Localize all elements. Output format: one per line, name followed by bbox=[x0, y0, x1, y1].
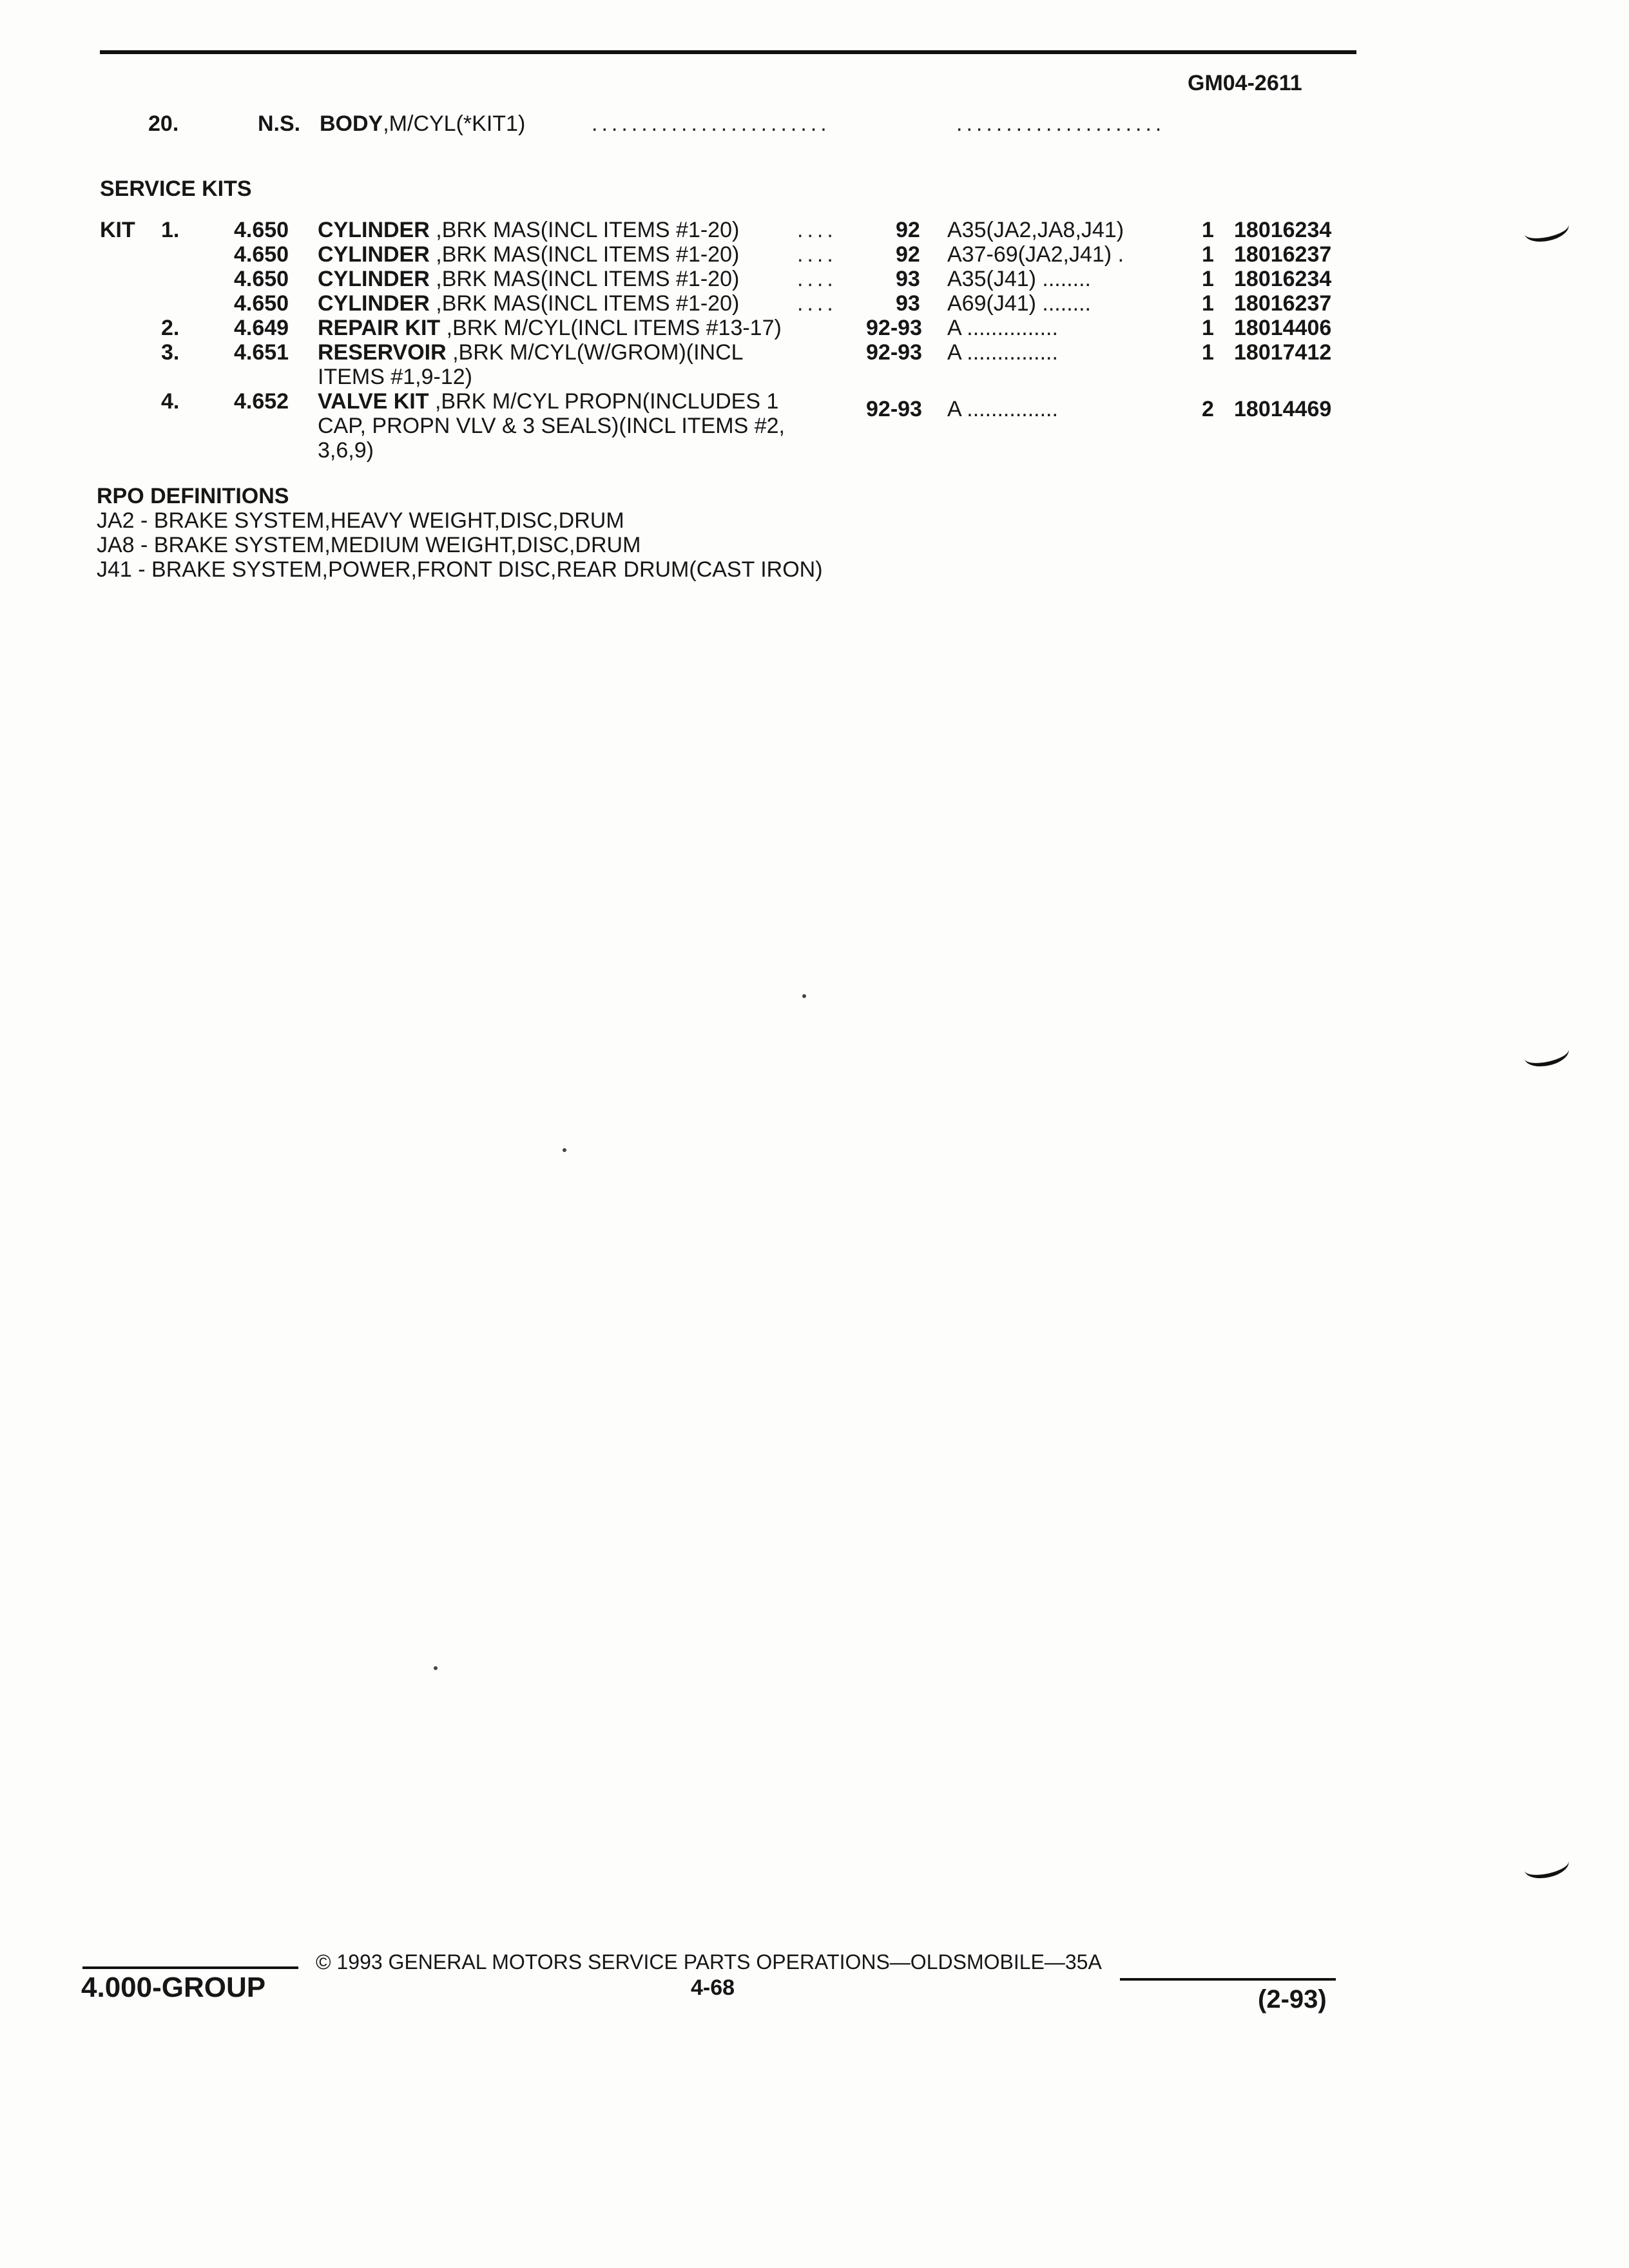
part-description bbox=[318, 340, 744, 365]
part-name: CYLINDER bbox=[318, 218, 430, 242]
quantity: 1 bbox=[1202, 242, 1214, 267]
quantity: 1 bbox=[1202, 267, 1214, 291]
kit-number: 1. bbox=[161, 218, 180, 242]
top-rule bbox=[100, 50, 1356, 54]
model-year: 92-93 bbox=[866, 340, 922, 365]
quantity: 1 bbox=[1202, 291, 1214, 316]
kit-label: KIT bbox=[100, 218, 135, 242]
illustration-number: 4.650 bbox=[234, 242, 289, 267]
model-usage: A35(JA2,JA8,J41) bbox=[947, 218, 1124, 242]
speck bbox=[563, 1148, 566, 1152]
part-desc: ,BRK MAS(INCL ITEMS #1-20) bbox=[436, 242, 740, 267]
item-number: 20. bbox=[148, 111, 179, 136]
part-number: 18014406 bbox=[1234, 316, 1332, 340]
part-description bbox=[318, 218, 739, 242]
part-number: 18016234 bbox=[1234, 267, 1332, 291]
part-name: CYLINDER bbox=[318, 242, 430, 267]
item-description bbox=[320, 111, 525, 136]
part-name: RESERVOIR bbox=[318, 340, 447, 365]
kit-number: 3. bbox=[161, 340, 180, 365]
quantity: 1 bbox=[1202, 340, 1214, 365]
quantity: 1 bbox=[1202, 316, 1214, 340]
part-description bbox=[318, 291, 739, 316]
part-desc: ,BRK M/CYL PROPN(INCLUDES 1 bbox=[434, 389, 779, 414]
illustration-number: 4.650 bbox=[234, 291, 289, 316]
model-usage: A ............... bbox=[947, 397, 1058, 421]
part-desc: ,BRK M/CYL(W/GROM)(INCL bbox=[452, 340, 744, 365]
quantity: 2 bbox=[1202, 397, 1214, 421]
leader-dots: .... bbox=[797, 291, 837, 316]
part-desc-continued: CAP, PROPN VLV & 3 SEALS)(INCL ITEMS #2, bbox=[318, 414, 785, 438]
model-year: 92-93 bbox=[866, 397, 922, 421]
part-desc: ,BRK MAS(INCL ITEMS #1-20) bbox=[436, 218, 740, 242]
illustration-number: 4.650 bbox=[234, 218, 289, 242]
rpo-heading: RPO DEFINITIONS bbox=[97, 484, 289, 508]
part-name: VALVE KIT bbox=[318, 389, 429, 414]
model-year: 92-93 bbox=[866, 316, 922, 340]
part-name: REPAIR KIT bbox=[318, 316, 441, 340]
ns-label: N.S. bbox=[258, 111, 301, 136]
illustration-number: 4.650 bbox=[234, 267, 289, 291]
model-usage: A37-69(JA2,J41) . bbox=[947, 242, 1124, 267]
part-description bbox=[318, 242, 739, 267]
illustration-number: 4.649 bbox=[234, 316, 289, 340]
footer-rule bbox=[1120, 1978, 1336, 1981]
copyright-line: © 1993 GENERAL MOTORS SERVICE PARTS OPERATIONS—OLDSMOBILE—35A bbox=[316, 1950, 1102, 1974]
page-number: 4-68 bbox=[691, 1975, 735, 2000]
model-year: 92 bbox=[896, 242, 920, 267]
kit-number: 2. bbox=[161, 316, 180, 340]
part-desc-continued: ITEMS #1,9-12) bbox=[318, 365, 472, 389]
part-number: 18016237 bbox=[1234, 242, 1332, 267]
binder-mark bbox=[1522, 1850, 1571, 1882]
model-year: 93 bbox=[896, 291, 920, 316]
part-name: CYLINDER bbox=[318, 267, 430, 291]
quantity: 1 bbox=[1202, 218, 1214, 242]
service-kits-heading: SERVICE KITS bbox=[100, 177, 252, 201]
part-number: 18017412 bbox=[1234, 340, 1332, 365]
illustration-number: 4.651 bbox=[234, 340, 289, 365]
footer-rule bbox=[82, 1966, 298, 1969]
part-description bbox=[318, 316, 782, 340]
part-name: CYLINDER bbox=[318, 291, 430, 316]
leader-dots: .... bbox=[797, 218, 837, 242]
part-desc: ,BRK MAS(INCL ITEMS #1-20) bbox=[436, 267, 740, 291]
binder-mark bbox=[1522, 213, 1571, 245]
part-description bbox=[318, 389, 778, 414]
revision-date: (2-93) bbox=[1258, 1985, 1327, 2013]
kit-number: 4. bbox=[161, 389, 180, 414]
part-desc: ,BRK M/CYL(INCL ITEMS #13-17) bbox=[446, 316, 782, 340]
doc-code: GM04-2611 bbox=[1188, 71, 1302, 95]
model-usage: A ............... bbox=[947, 340, 1058, 365]
group-label: 4.000-GROUP bbox=[81, 1972, 266, 2003]
leader-dots: ..................... bbox=[956, 111, 1166, 136]
speck bbox=[802, 994, 806, 998]
binder-mark bbox=[1522, 1038, 1571, 1070]
part-desc: ,BRK MAS(INCL ITEMS #1-20) bbox=[436, 291, 740, 316]
leader-dots: .... bbox=[797, 242, 837, 267]
illustration-number: 4.652 bbox=[234, 389, 289, 414]
speck bbox=[434, 1666, 438, 1670]
part-number: 18016234 bbox=[1234, 218, 1332, 242]
part-desc-continued: 3,6,9) bbox=[318, 438, 374, 463]
leader-dots: ........................ bbox=[592, 111, 831, 136]
part-number: 18014469 bbox=[1234, 397, 1332, 421]
item-desc: ,M/CYL(*KIT1) bbox=[383, 111, 526, 136]
model-usage: A ............... bbox=[947, 316, 1058, 340]
rpo-line: J41 - BRAKE SYSTEM,POWER,FRONT DISC,REAR DRUM(CAST IRON) bbox=[97, 557, 823, 582]
part-number: 18016237 bbox=[1234, 291, 1332, 316]
model-year: 92 bbox=[896, 218, 920, 242]
model-usage: A35(J41) ........ bbox=[947, 267, 1091, 291]
part-description bbox=[318, 267, 739, 291]
rpo-line: JA2 - BRAKE SYSTEM,HEAVY WEIGHT,DISC,DRUM bbox=[97, 508, 624, 533]
model-usage: A69(J41) ........ bbox=[947, 291, 1091, 316]
leader-dots: .... bbox=[797, 267, 837, 291]
model-year: 93 bbox=[896, 267, 920, 291]
rpo-line: JA8 - BRAKE SYSTEM,MEDIUM WEIGHT,DISC,DRUM bbox=[97, 533, 641, 557]
item-name: BODY bbox=[320, 111, 383, 136]
